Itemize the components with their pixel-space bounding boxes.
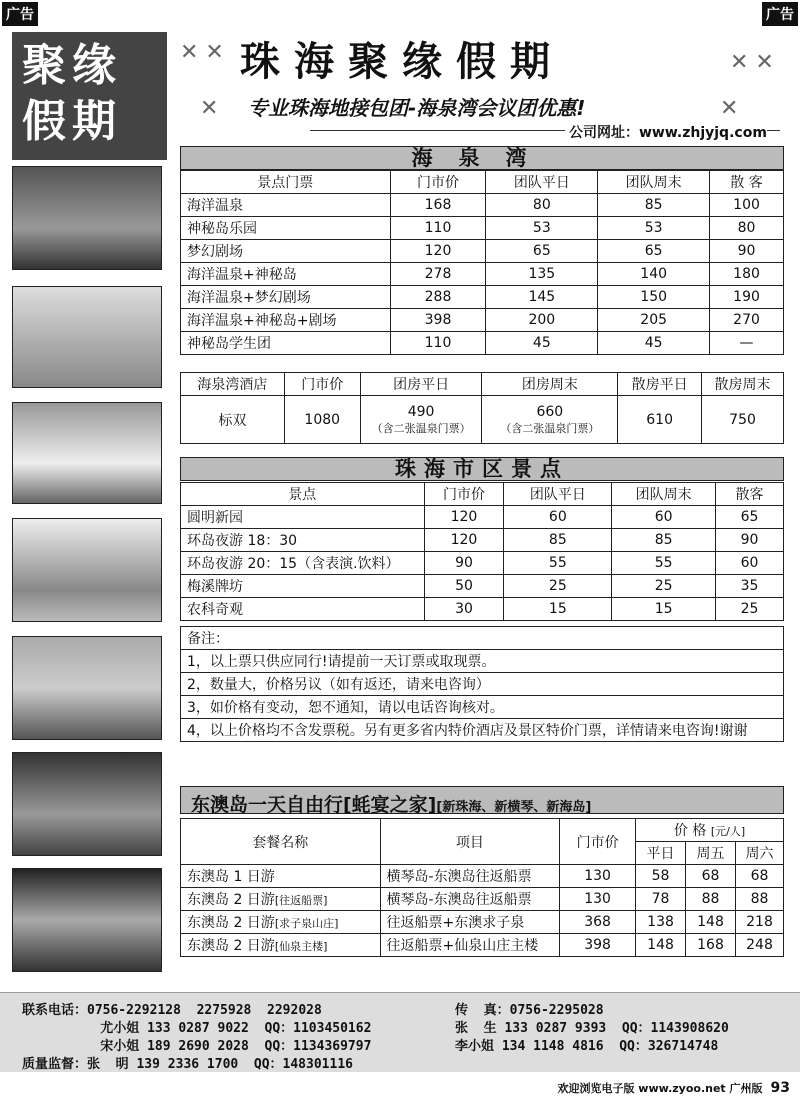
price-cell: 53 (598, 217, 710, 240)
price-cell: 288 (390, 286, 486, 309)
column-header: 散客 (716, 483, 784, 506)
photo-garden (12, 518, 162, 622)
package-item: 往返船票+仙泉山庄主楼 (380, 934, 560, 957)
package-item: 横琴岛-东澳岛往返船票 (380, 888, 560, 911)
price-cell: 80 (486, 194, 598, 217)
dongao-title-bar (180, 786, 784, 814)
table-row (181, 552, 784, 575)
price-cell: 120 (424, 506, 504, 529)
company-logo (12, 32, 167, 160)
price-cell: 110 (390, 217, 486, 240)
price-cell: 270 (710, 309, 784, 332)
price-cell: 60 (504, 506, 612, 529)
column-header: 门市价 (284, 373, 360, 396)
logo-text: 聚缘假期 (22, 40, 122, 147)
note-row (181, 719, 784, 742)
price-cell: 60 (612, 506, 716, 529)
hotel-ind-weekend-price: 750 (702, 396, 784, 444)
column-header: 团房周末 (482, 373, 618, 396)
price-cell: 190 (710, 286, 784, 309)
price-cell: 53 (486, 217, 598, 240)
contact-footer (0, 992, 800, 1072)
photo-island (12, 868, 162, 972)
col-header-weekday: 平日 (636, 842, 686, 865)
price-friday: 68 (686, 865, 736, 888)
item-name: 农科奇观 (181, 598, 425, 621)
column-header: 团队平日 (486, 171, 598, 194)
item-name: 海洋温泉 (181, 194, 391, 217)
price-saturday: 248 (735, 934, 783, 957)
table-row (181, 888, 784, 911)
table-row (181, 529, 784, 552)
table-row (181, 286, 784, 309)
column-header: 景点门票 (181, 171, 391, 194)
note-text: 3，如价格有变动，恕不通知，请以电话咨询核对。 (181, 696, 784, 719)
table-row (181, 309, 784, 332)
note-row (181, 627, 784, 650)
price-cell: 200 (486, 309, 598, 332)
section-title-city: 珠海市区景点 (180, 457, 784, 481)
photo-rollercoaster (12, 286, 162, 388)
note-row (181, 696, 784, 719)
price-cell: 398 (390, 309, 486, 332)
price-cell: 65 (716, 506, 784, 529)
table-row (181, 911, 784, 934)
package-name: 东澳岛 2 日游[仙泉主楼] (181, 934, 381, 957)
price-friday: 168 (686, 934, 736, 957)
package-name: 东澳岛 1 日游 (181, 865, 381, 888)
contact-person: 李小姐 134 1148 4816 QQ：326714748 (455, 1039, 719, 1054)
price-label: 价 格 (673, 823, 707, 839)
price-cell: 25 (504, 575, 612, 598)
retail-price: 130 (560, 865, 636, 888)
retail-price: 130 (560, 888, 636, 911)
table-row (181, 217, 784, 240)
note-text: 备注： (181, 627, 784, 650)
col-header-name: 套餐名称 (181, 819, 381, 865)
price-cell: 110 (390, 332, 486, 355)
retail-price: 368 (560, 911, 636, 934)
col-header-retail: 门市价 (560, 819, 636, 865)
price-friday: 148 (686, 911, 736, 934)
price-cell: 168 (390, 194, 486, 217)
section-title-haiquanwan: 海泉湾 (180, 146, 784, 170)
price-cell: 205 (598, 309, 710, 332)
col-header-item: 项目 (380, 819, 560, 865)
price-cell: 85 (612, 529, 716, 552)
column-header: 散房平日 (618, 373, 702, 396)
price-cell: 25 (612, 575, 716, 598)
price-cell: 120 (390, 240, 486, 263)
quality-supervisor: 质量监督：张 明 139 2336 1700 QQ：148301116 (22, 1057, 353, 1072)
price-weekday: 148 (636, 934, 686, 957)
price-saturday: 68 (735, 865, 783, 888)
price-cell: 90 (716, 529, 784, 552)
price-cell: 15 (504, 598, 612, 621)
package-tag: [求子泉山庄] (274, 917, 339, 930)
package-name: 东澳岛 2 日游[往返船票] (181, 888, 381, 911)
table-row (181, 506, 784, 529)
haiquanwan-ticket-table (180, 170, 784, 355)
item-name: 神秘岛学生团 (181, 332, 391, 355)
item-name: 海洋温泉+神秘岛 (181, 263, 391, 286)
table-row (181, 396, 784, 444)
table-row (181, 263, 784, 286)
page-number: 93 (770, 1080, 790, 1096)
table-row (181, 598, 784, 621)
price-weekday: 78 (636, 888, 686, 911)
price-cell: 135 (486, 263, 598, 286)
table-row (181, 865, 784, 888)
price-cell: 150 (598, 286, 710, 309)
hotel-header-row (181, 373, 784, 396)
price-cell: 65 (486, 240, 598, 263)
retail-price: 398 (560, 934, 636, 957)
ad-tag-left: 广告 (2, 2, 38, 26)
item-name: 环岛夜游 20：15（含表演.饮料） (181, 552, 425, 575)
dongao-rows (181, 865, 784, 957)
price-cell: 90 (424, 552, 504, 575)
package-tag: [往返船票] (274, 894, 328, 907)
table-header-row (181, 171, 784, 194)
photo-macau (12, 752, 162, 856)
notes-table (180, 626, 784, 742)
price-cell: 45 (486, 332, 598, 355)
haiquanwan-rows (181, 194, 784, 355)
col-header-friday: 周五 (686, 842, 736, 865)
item-name: 神秘岛乐园 (181, 217, 391, 240)
column-header: 门市价 (424, 483, 504, 506)
price-saturday: 218 (735, 911, 783, 934)
item-name: 海洋温泉+梦幻剧场 (181, 286, 391, 309)
price-cell: 25 (716, 598, 784, 621)
table-row (181, 575, 784, 598)
contact-person: 宋小姐 189 2690 2028 QQ：1134369797 (22, 1039, 372, 1054)
star-decoration-icon: ✕ (720, 96, 739, 121)
page-title: 珠海聚缘假期 (240, 38, 564, 85)
price-weekday: 138 (636, 911, 686, 934)
table-row (181, 332, 784, 355)
bottom-bar (557, 1080, 790, 1096)
price-unit: [元/人] (710, 825, 746, 838)
price-value: 490 (407, 403, 435, 420)
price-note: （含二张温泉门票） (371, 421, 471, 435)
col-header-saturday: 周六 (735, 842, 783, 865)
price-cell: 180 (710, 263, 784, 286)
price-cell: 55 (612, 552, 716, 575)
price-friday: 88 (686, 888, 736, 911)
city-header-row (181, 483, 784, 506)
price-saturday: 88 (735, 888, 783, 911)
column-header: 散 客 (710, 171, 784, 194)
item-name: 梅溪牌坊 (181, 575, 425, 598)
city-rows (181, 506, 784, 621)
column-header: 团队平日 (504, 483, 612, 506)
column-header: 景点 (181, 483, 425, 506)
column-header: 团队周末 (598, 171, 710, 194)
star-decoration-icon: ✕ ✕ (730, 50, 774, 75)
bottom-text: 欢迎浏览电子版 www.zyoo.net 广州版 (557, 1082, 763, 1095)
price-cell: 85 (598, 194, 710, 217)
contact-phone: 联系电话：0756-2292128 2275928 2292028 (22, 1003, 322, 1018)
price-cell: 30 (424, 598, 504, 621)
price-cell: 278 (390, 263, 486, 286)
contact-person: 尤小姐 133 0287 9022 QQ：1103450162 (22, 1021, 372, 1036)
ad-tag-right: 广告 (762, 2, 798, 26)
hotel-room-type: 标双 (181, 396, 285, 444)
price-cell: 120 (424, 529, 504, 552)
table-row (181, 934, 784, 957)
hotel-table (180, 372, 784, 444)
dongao-table (180, 818, 784, 957)
price-note: （含二张温泉门票） (500, 421, 600, 435)
price-cell: 50 (424, 575, 504, 598)
website: 公司网址：www.zhjyjq.com (565, 122, 767, 142)
note-row (181, 650, 784, 673)
column-header: 海泉湾酒店 (181, 373, 285, 396)
star-decoration-icon: ✕ ✕ (180, 40, 224, 65)
contact-person: 张 生 133 0287 9393 QQ：1143908620 (455, 1021, 729, 1036)
package-item: 横琴岛-东澳岛往返船票 (380, 865, 560, 888)
price-cell: — (710, 332, 784, 355)
notes-rows (181, 627, 784, 742)
price-cell: 140 (598, 263, 710, 286)
price-cell: 65 (598, 240, 710, 263)
photo-hotel (12, 166, 162, 270)
hotel-retail-price: 1080 (284, 396, 360, 444)
package-tag: [仙泉主楼] (274, 940, 328, 953)
package-item: 往返船票+东澳求子泉 (380, 911, 560, 934)
price-cell: 15 (612, 598, 716, 621)
table-row (181, 194, 784, 217)
dongao-subtitle: [新珠海、新横琴、新海岛] (436, 800, 592, 815)
col-header-price (636, 819, 784, 842)
column-header: 门市价 (390, 171, 486, 194)
price-cell: 85 (504, 529, 612, 552)
dongao-title: 东澳岛一天自由行[蚝宴之家] (191, 794, 437, 816)
price-value: 660 (536, 403, 564, 420)
price-cell: 45 (598, 332, 710, 355)
price-cell: 55 (504, 552, 612, 575)
note-text: 1，以上票只供应同行!请提前一天订票或取现票。 (181, 650, 784, 673)
hotel-ind-weekday-price: 610 (618, 396, 702, 444)
price-weekday: 58 (636, 865, 686, 888)
city-ticket-table (180, 482, 784, 621)
hotel-weekday-price (360, 396, 482, 444)
star-decoration-icon: ✕ (200, 96, 219, 121)
item-name: 海洋温泉+神秘岛+剧场 (181, 309, 391, 332)
price-cell: 80 (710, 217, 784, 240)
item-name: 梦幻剧场 (181, 240, 391, 263)
photo-pool (12, 402, 162, 504)
note-row (181, 673, 784, 696)
hotel-weekend-price (482, 396, 618, 444)
item-name: 环岛夜游 18：30 (181, 529, 425, 552)
price-cell: 100 (710, 194, 784, 217)
note-text: 2，数量大，价格另议（如有返还，请来电咨询） (181, 673, 784, 696)
contact-fax: 传 真：0756-2295028 (455, 1003, 604, 1018)
note-text: 4，以上价格均不含发票税。另有更多省内特价酒店及景区特价门票，详情请来电咨询!谢谢 (181, 719, 784, 742)
price-cell: 90 (710, 240, 784, 263)
slogan: 专业珠海地接包团-海泉湾会议团优惠! (248, 96, 586, 120)
table-row (181, 240, 784, 263)
package-name: 东澳岛 2 日游[求子泉山庄] (181, 911, 381, 934)
column-header: 散房周末 (702, 373, 784, 396)
column-header: 团房平日 (360, 373, 482, 396)
price-cell: 35 (716, 575, 784, 598)
item-name: 圆明新园 (181, 506, 425, 529)
photo-archway (12, 636, 162, 740)
price-cell: 60 (716, 552, 784, 575)
price-cell: 145 (486, 286, 598, 309)
column-header: 团队周末 (612, 483, 716, 506)
